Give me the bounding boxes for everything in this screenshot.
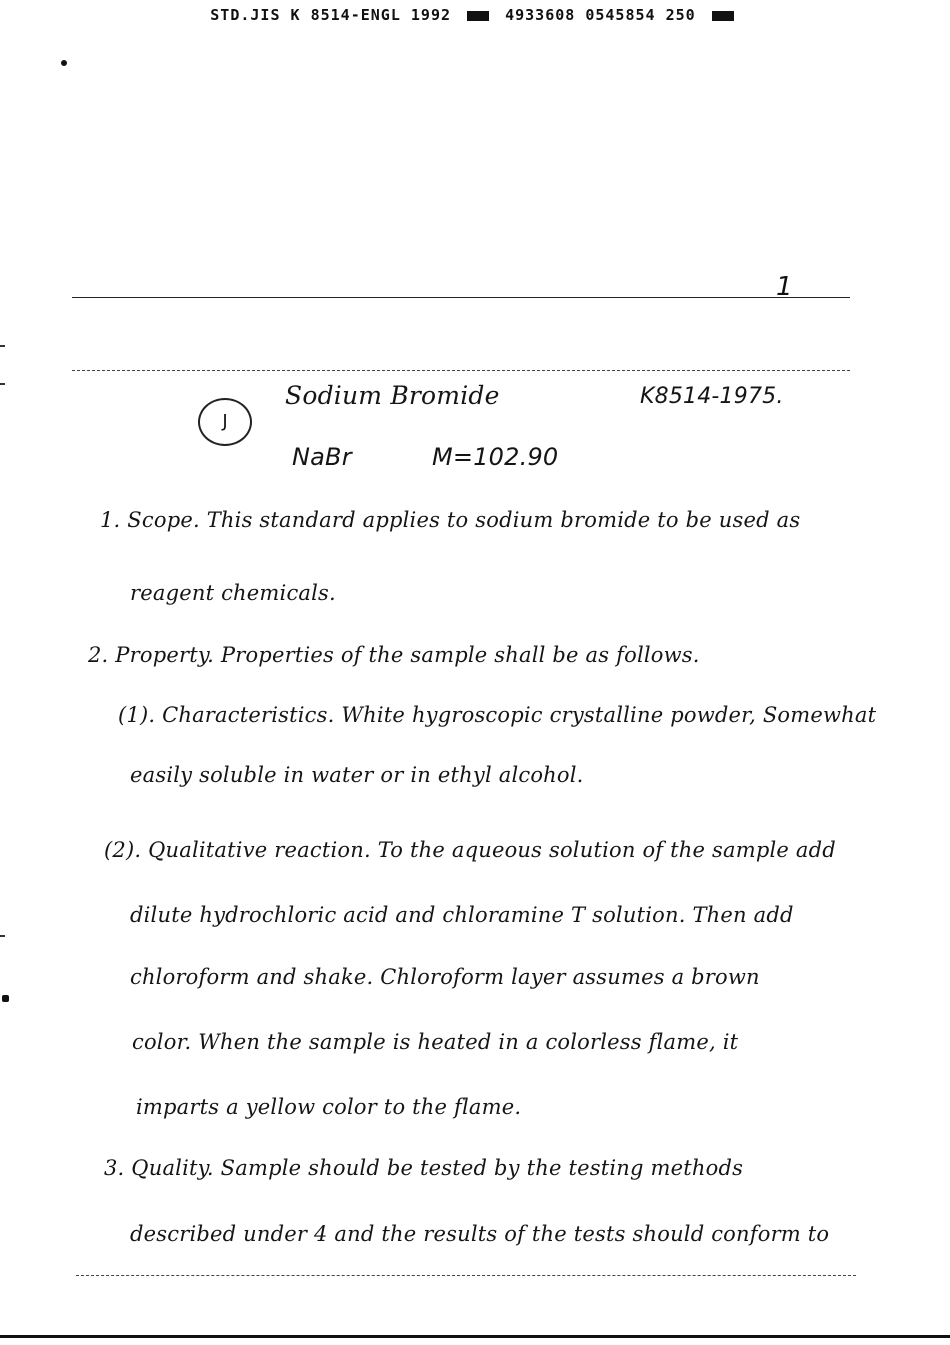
header-black-block bbox=[467, 11, 489, 21]
header-black-block-end bbox=[712, 11, 734, 21]
page-number: 1 bbox=[776, 272, 793, 302]
jis-mark-icon: J bbox=[198, 398, 252, 446]
compound-name: Sodium Bromide bbox=[285, 381, 500, 410]
text-line: described under 4 and the results of the tests should conform to bbox=[130, 1222, 830, 1246]
bottom-rule bbox=[76, 1275, 856, 1276]
edge-mark bbox=[0, 935, 5, 937]
text-line: 3. Quality. Sample should be tested by the testing methods bbox=[104, 1156, 744, 1180]
second-rule bbox=[72, 370, 850, 371]
text-line: chloroform and shake. Chloroform layer assumes a brown bbox=[130, 965, 760, 989]
text-line: easily soluble in water or in ethyl alcohol. bbox=[130, 763, 584, 787]
scan-edge-line bbox=[0, 1335, 950, 1338]
document-header bbox=[0, 6, 950, 24]
text-line: (2). Qualitative reaction. To the aqueous solution of the sample add bbox=[104, 838, 836, 862]
text-line: reagent chemicals. bbox=[130, 581, 336, 605]
standard-code: K8514-1975. bbox=[640, 384, 784, 409]
edge-mark bbox=[0, 383, 5, 385]
edge-mark bbox=[0, 345, 5, 347]
speck bbox=[61, 60, 67, 66]
header-barcode-number: 4933608 0545854 250 bbox=[505, 6, 696, 24]
text-line: (1). Characteristics. White hygroscopic crystalline powder, Somewhat bbox=[118, 703, 877, 727]
text-line: 2. Property. Properties of the sample shall be as follows. bbox=[88, 643, 700, 667]
top-rule bbox=[72, 297, 850, 298]
header-standard-id: STD.JIS K 8514-ENGL 1992 bbox=[210, 6, 452, 24]
text-line: dilute hydrochloric acid and chloramine T solution. Then add bbox=[130, 903, 794, 927]
speck bbox=[2, 995, 9, 1002]
text-line: color. When the sample is heated in a colorless flame, it bbox=[132, 1030, 739, 1054]
text-line: 1. Scope. This standard applies to sodium bromide to be used as bbox=[100, 508, 801, 532]
molar-mass: M=102.90 bbox=[432, 443, 559, 471]
chemical-formula: NaBr bbox=[292, 443, 352, 471]
text-line: imparts a yellow color to the flame. bbox=[136, 1095, 522, 1119]
